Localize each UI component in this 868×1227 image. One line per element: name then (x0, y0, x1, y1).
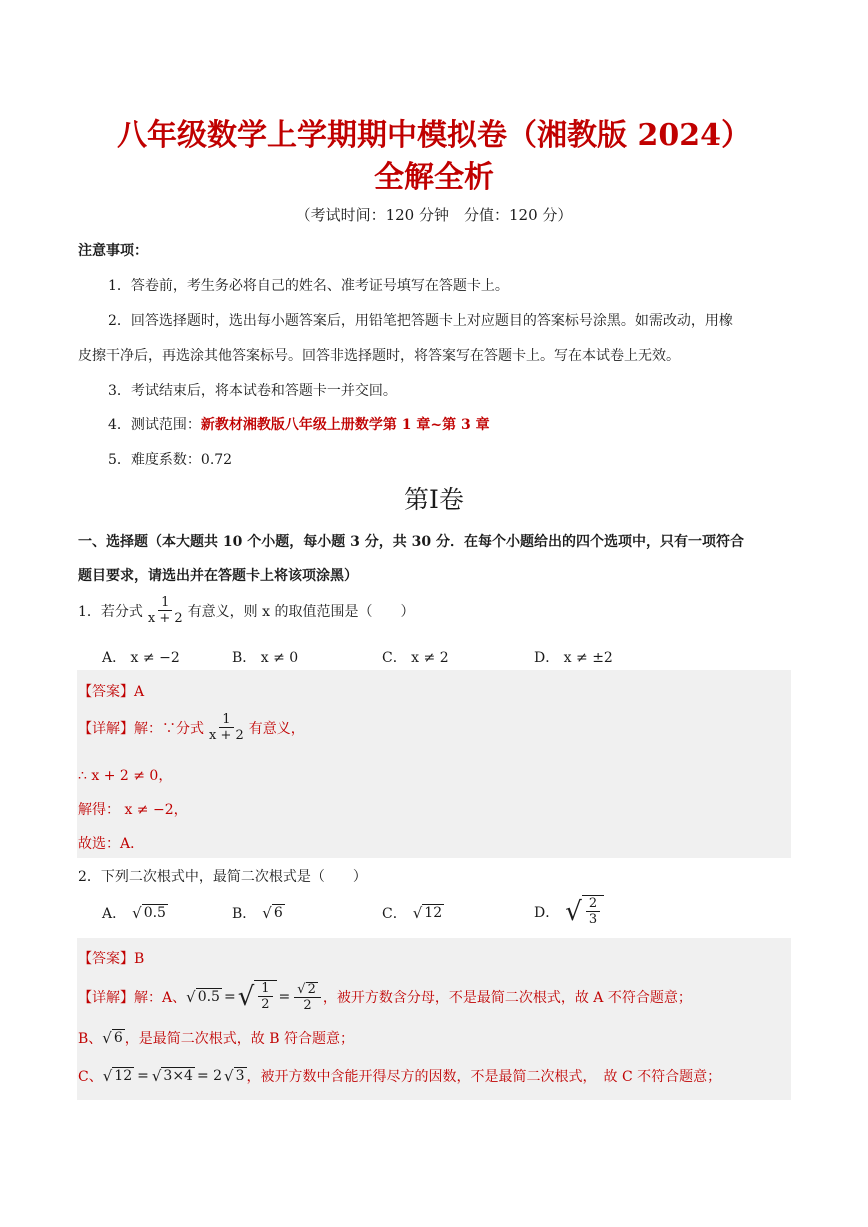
q1-answer-tag: 【答案】 (78, 684, 134, 700)
q2-option-d-fraction (586, 896, 600, 927)
q2-detail-a-eq: = (223, 989, 236, 1005)
q2-detail-c (78, 1066, 721, 1086)
q1-detail-line-3: 解得： x ≠ −2， (78, 802, 188, 818)
q2-detail-b-pre: B、 (78, 1031, 103, 1047)
q1-detail-fraction-den: x + 2 (209, 728, 244, 743)
q2-detail-c-eq: = (137, 1068, 149, 1084)
notes-item-5: 5．难度系数：0.72 (108, 452, 233, 468)
test-scope: 新教材湘教版八年级上册数学第 1 章~第 3 章 (200, 417, 490, 433)
q2-option-a-sqrt: √ 0.5 (132, 904, 166, 922)
q1-answer (78, 681, 144, 701)
section-heading-cont: 题目要求，请选出并在答题卡上将该项涂黑） (78, 568, 358, 584)
q1-detail-fraction-num: 1 (219, 712, 233, 728)
page-title: 八年级数学上学期期中模拟卷（湘教版 2024） (117, 118, 751, 153)
q2-option-a-radicand: 0.5 (143, 905, 166, 921)
q2-detail-a-eq2: = (278, 989, 291, 1005)
q2-option-b-label: B． (232, 906, 257, 922)
q2-detail-c-radicand-1: 12 (114, 1068, 133, 1084)
exam-info: （考试时间：120 分钟 分值：120 分） (295, 206, 573, 224)
q1-detail-tag: 【详解】 (78, 720, 134, 737)
q1-detail-line-4: 故选：A． (78, 836, 145, 852)
q2-option-b-sqrt: √ 6 (262, 904, 283, 922)
q1-detail-pre: 解：∵分式 (134, 720, 204, 737)
q1-solution-box (77, 670, 791, 858)
q2-detail-a (78, 980, 692, 1014)
q2-detail-c-eq2: = 2 (196, 1068, 223, 1084)
q2-option-d (534, 895, 604, 929)
q2-detail-a-result-den: 2 (303, 997, 312, 1013)
q2-detail-a-sqrt-frac: √ $\frac{1}{2}$ (238, 980, 277, 1014)
q1-detail-post: 有意义， (248, 720, 305, 737)
q2-option-d-label: D． (534, 905, 560, 921)
q2-detail-c-sqrt-2: √ 3×4 (151, 1067, 193, 1085)
q2-detail-a-sqrt: √ 0.5 (186, 988, 220, 1006)
q2-detail-a-result (294, 982, 321, 1013)
q1-answer-value: A (134, 684, 145, 700)
q2-detail-c-radicand-3: 3 (235, 1068, 245, 1084)
notes-item-1: 1．答卷前，考生务必将自己的姓名、准考证号填写在答题卡上。 (108, 278, 509, 294)
q1-option-d: D． x ≠ ±2 (534, 650, 613, 666)
q2-detail-c-sqrt-3: √ 3 (224, 1067, 245, 1085)
q2-detail-a-result-radicand: 2 (307, 981, 316, 997)
notes-item-4-prefix: 4．测试范围： (108, 417, 201, 433)
q1-fraction-den: x + 2 (147, 611, 183, 626)
q1-detail-fraction (206, 712, 247, 743)
q2-option-d-radicand (582, 895, 604, 929)
q2-option-d-sqrt: √ $\frac{2}{3}$ (565, 895, 604, 929)
q2-detail-b-sqrt: √ 6 (102, 1029, 123, 1047)
section-heading: 一、选择题（本大题共 10 个小题，每小题 3 分，共 30 分．在每个小题给出的四个选项中，只有一项符合 (78, 534, 744, 550)
q2-detail-a-frac (258, 981, 272, 1012)
q2-answer (78, 948, 144, 968)
q2-answer-value: B (134, 951, 145, 967)
q2-detail-a-post: ，被开方数含分母，不是最简二次根式，故 A 不符合题意； (322, 990, 692, 1006)
q2-option-c-label: C． (382, 906, 407, 922)
q2-detail-a-radicand: 0.5 (197, 989, 220, 1005)
q1-stem-pre: 1．若分式 (78, 603, 143, 620)
notes-heading: 注意事项： (78, 243, 148, 259)
notes-item-2-cont: 皮擦干净后，再选涂其他答案标号。回答非选择题时，将答案写在答题卡上。写在本试卷上无效。 (78, 348, 680, 364)
q1-option-c: C． x ≠ 2 (382, 650, 449, 666)
q2-answer-tag: 【答案】 (78, 951, 134, 967)
q1-fraction-num: 1 (158, 595, 172, 611)
q2-detail-a-result-num: √ 2 (294, 982, 321, 998)
q2-option-a (102, 903, 168, 923)
q1-stem-post: 有意义，则 x 的取值范围是（ ） (187, 603, 415, 620)
q1-option-b: B． x ≠ 0 (232, 650, 299, 666)
q1-fraction (145, 595, 186, 626)
q2-detail-c-post: ，被开方数中含能开得尽方的因数，不是最简二次根式， 故 C 不符合题意； (246, 1069, 722, 1085)
q2-detail-b (78, 1028, 354, 1048)
q1-detail (78, 712, 305, 743)
q2-option-a-label: A． (102, 906, 127, 922)
q2-option-b-radicand: 6 (273, 905, 283, 921)
q2-detail-c-radicand-2: 3×4 (163, 1068, 193, 1084)
notes-item-3: 3．考试结束后，将本试卷和答题卡一并交回。 (108, 383, 397, 399)
question-2-stem: 2．下列二次根式中，最简二次根式是（ ） (78, 869, 367, 885)
q2-option-c-radicand: 12 (424, 905, 443, 921)
notes-item-4 (108, 414, 490, 434)
q2-option-d-den: 3 (588, 912, 598, 927)
q2-detail-b-post: ，是最简二次根式，故 B 符合题意； (124, 1031, 354, 1047)
q2-detail-a-pre: 解：A、 (134, 990, 187, 1006)
q1-option-a: A． x ≠ −2 (102, 650, 180, 666)
notes-item-2: 2．回答选择题时，选出每小题答案后，用铅笔把答题卡上对应题目的答案标号涂黑。如需改动，用橡 (108, 313, 733, 329)
q2-detail-b-radicand: 6 (113, 1030, 123, 1046)
q2-option-d-num: 2 (586, 896, 600, 912)
q2-option-b (232, 903, 285, 923)
volume-heading: 第I卷 (404, 485, 464, 514)
q2-option-c-sqrt: √ 12 (412, 904, 443, 922)
q1-detail-line-2: ∴ x + 2 ≠ 0， (78, 768, 173, 784)
page-title-line2: 全解全析 (374, 160, 494, 195)
q2-detail-tag: 【详解】 (78, 990, 134, 1006)
question-1-stem (78, 595, 414, 626)
q2-detail-a-frac-den: 2 (261, 997, 270, 1012)
q2-detail-c-pre: C、 (78, 1069, 103, 1085)
q2-detail-c-sqrt-1: √ 12 (102, 1067, 133, 1085)
q2-option-c (382, 903, 444, 923)
q2-detail-a-frac-num: 1 (258, 981, 272, 997)
